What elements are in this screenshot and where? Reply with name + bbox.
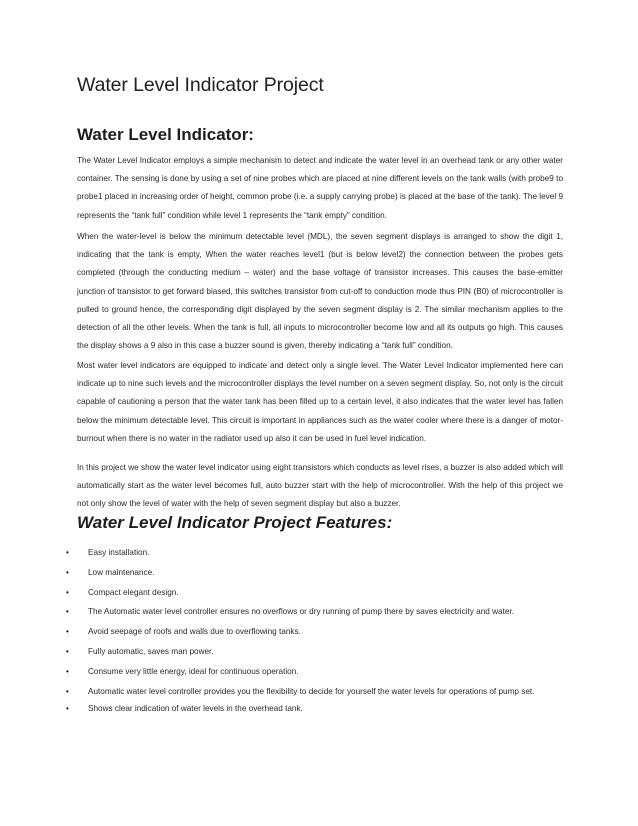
- feature-item: [66, 584, 563, 602]
- paragraph-probes: The Water Level Indicator employs a simple mechanism to detect and indicate the water level in an overhead tank or any other water container. The sensing is done by using a set of nine probes which are placed at nine different levels on the tank walls (with probe9 to probe1 placed in increasing order of height, common probe (i.e. a supply carrying probe) is placed at the base of the tank). The level 9 represents the “tank full” condition while level 1 represents the “tank empty” condition.: [77, 156, 563, 220]
- bullet-icon: •: [66, 548, 69, 557]
- features-heading: Water Level Indicator Project Features:: [77, 513, 393, 532]
- document-title: Water Level Indicator Project: [77, 74, 324, 96]
- section-heading: Water Level Indicator:: [77, 125, 254, 144]
- feature-text: Compact elegant design.: [88, 587, 179, 597]
- feature-text: Easy installation.: [88, 548, 150, 557]
- feature-text: Consume very little energy, ideal for continuous operation.: [88, 666, 299, 676]
- feature-item: [66, 643, 563, 661]
- paragraph-mechanism: When the water-level is below the minimum detectable level (MDL), the seven segment displays is arranged to show the digit 1, indicating that the tank is empty, When the water reaches level1 (but is below level2) the connection between the probes gets completed (through the conducting medium – water) and the base voltage of transistor increases. This causes the base-emitter junction of transistor to get forward biased, this switches transistor from cut-off to conduction mode thus PIN (B0) of microcontroller is pulled to ground hence, the corresponding digit displayed by the seven segment display is 2. The similar mechanism applies to the detection of all the other levels. When the tank is full, all inputs to microcontroller become low and all its outputs go high. This causes the display shows a 9 also in this case a buzzer sound is given, thereby indicating a “tank full” condition.: [77, 232, 563, 351]
- feature-text: Avoid seepage of roofs and walls due to overflowing tanks.: [88, 627, 301, 637]
- paragraph-project: In this project we show the water level indicator using eight transistors which conducts as level rises, a buzzer is also added which will automatically start as the water level becomes full, auto buzzer start with the help of microcontroller. With the help of this project we not only show the level of water with the help of seven segment display but also a buzzer.: [77, 463, 563, 509]
- bullet-icon: •: [66, 627, 69, 637]
- feature-item: [66, 700, 563, 718]
- feature-text: The Automatic water level controller ensures no overflows or dry running of pump there by saves electricity and water.: [88, 607, 514, 617]
- bullet-icon: •: [66, 686, 69, 696]
- bullet-icon: •: [66, 646, 69, 656]
- feature-text: Shows clear indication of water levels in the overhead tank.: [88, 704, 303, 714]
- bullet-icon: •: [66, 607, 69, 617]
- feature-item: [66, 623, 563, 641]
- feature-item: [66, 663, 563, 681]
- bullet-icon: •: [66, 666, 69, 676]
- feature-item: [66, 544, 563, 562]
- feature-text: Fully automatic, saves man power.: [88, 646, 214, 656]
- bullet-icon: •: [66, 587, 69, 597]
- bullet-icon: •: [66, 704, 69, 714]
- feature-item: [66, 683, 563, 701]
- feature-item: [66, 564, 563, 582]
- feature-text: Automatic water level controller provides you the flexibility to decide for yourself the water levels for operations of pump set.: [88, 686, 535, 696]
- feature-item: [66, 603, 563, 621]
- bullet-icon: •: [66, 567, 69, 577]
- paragraph-levels: Most water level indicators are equipped to indicate and detect only a single level. The Water Level Indicator implemented here can indicate up to nine such levels and the microcontroller displays the level number on a seven segment display. So, not only is the circuit capable of cautioning a person that the water tank has been filled up to a certain level, it also indicates that the water level has fallen below the minimum detectable level. This circuit is important in appliances such as the water cooler where there is a danger of motor-burnout when there is no water in the radiator used up also it can be used in fuel level indication.: [77, 361, 563, 443]
- feature-text: Low maintenance.: [88, 567, 155, 577]
- features-list: [66, 544, 563, 720]
